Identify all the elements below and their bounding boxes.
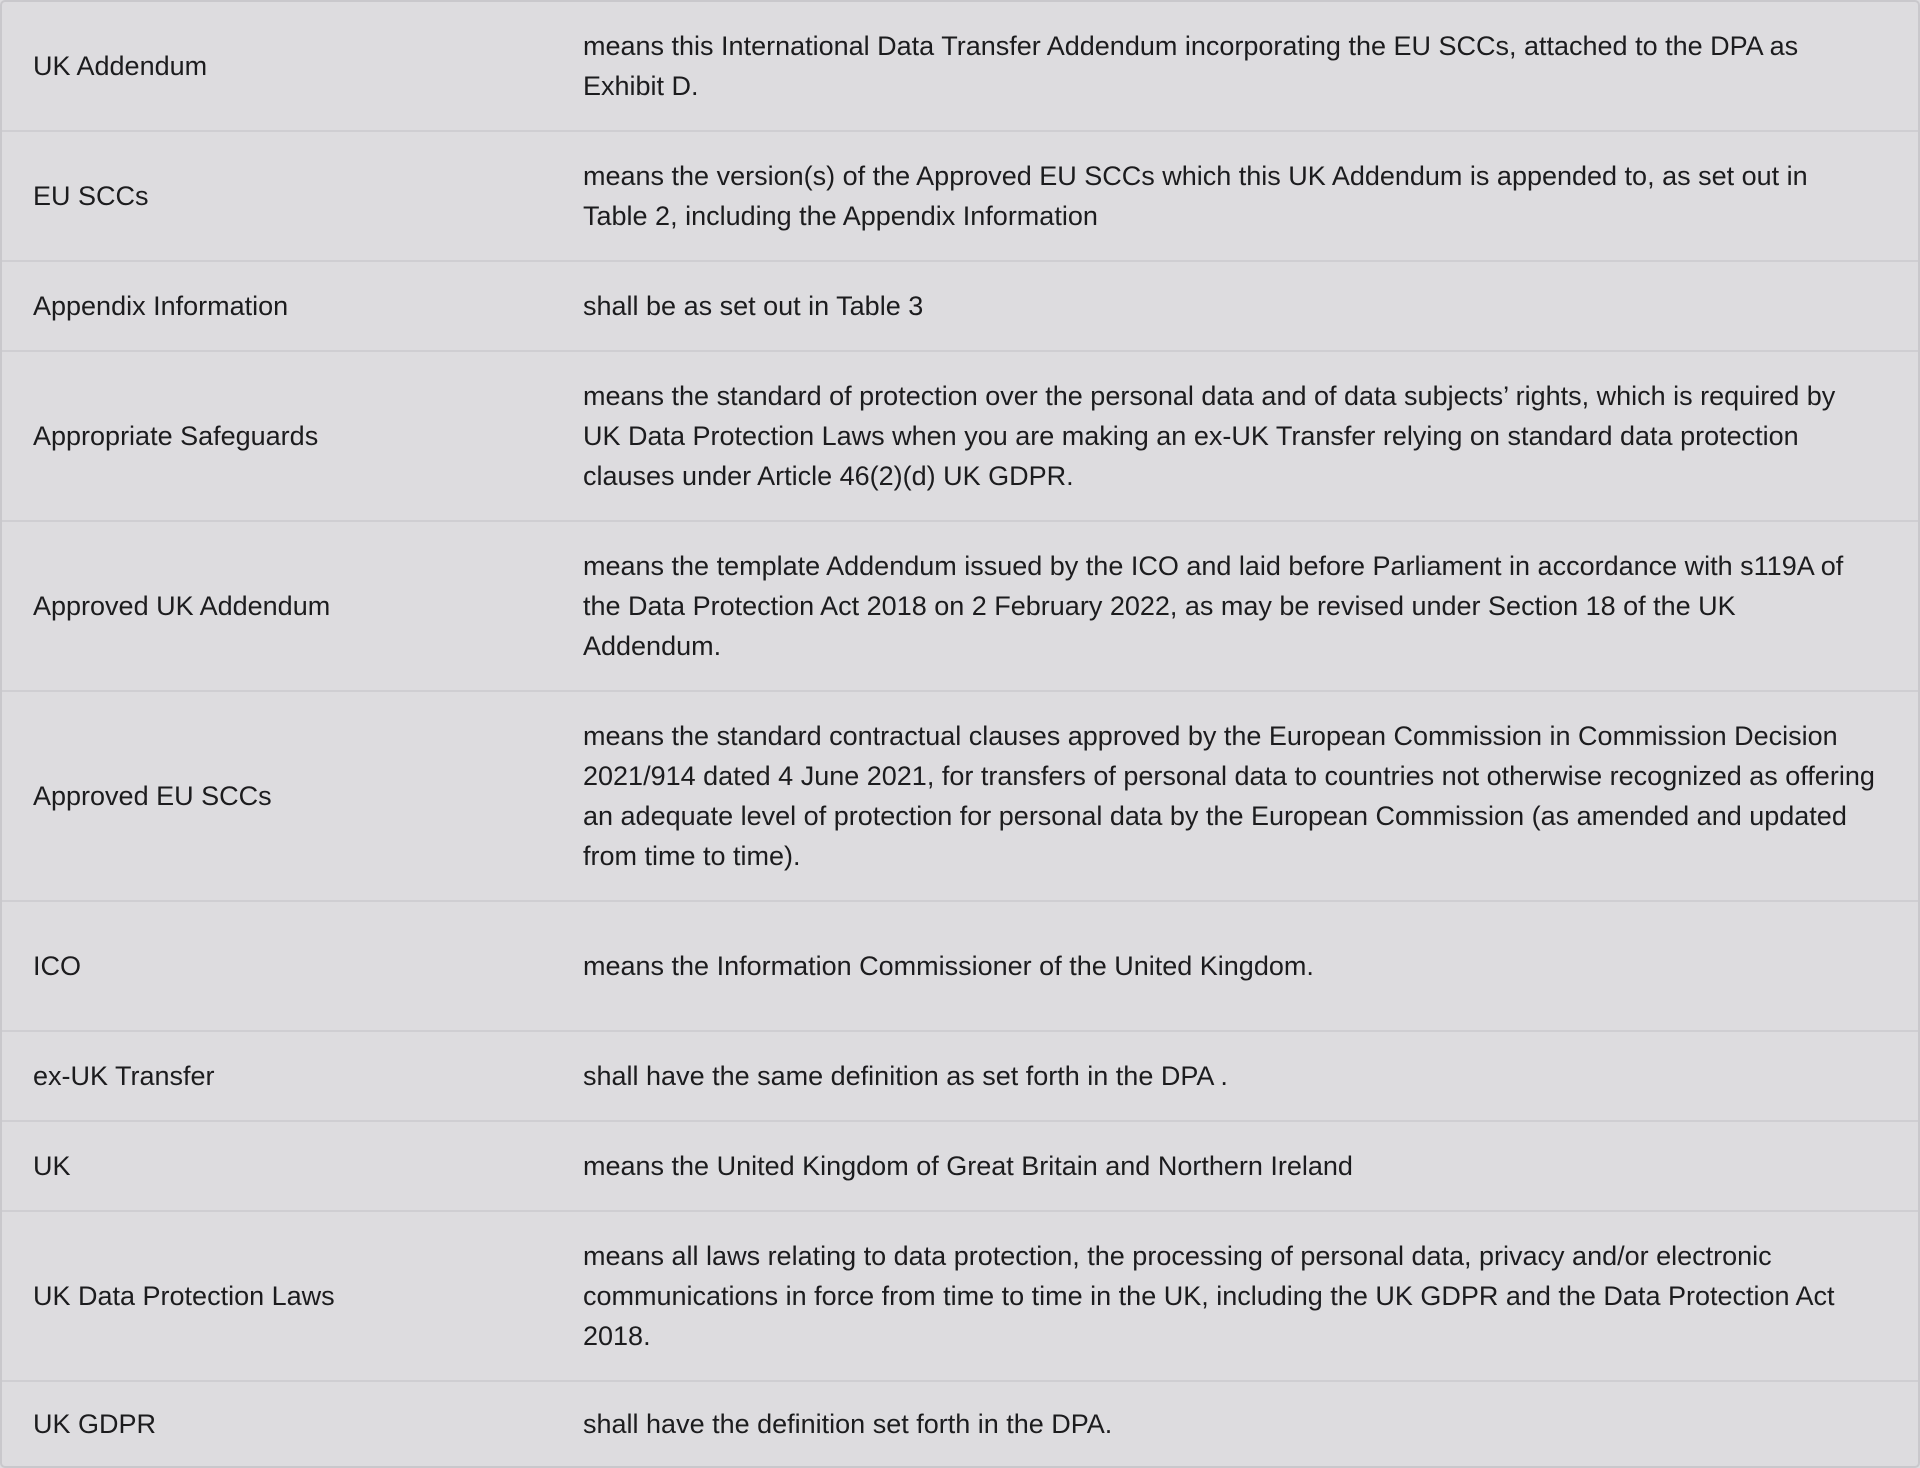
term-cell: UK Data Protection Laws	[33, 1281, 335, 1311]
table-row	[2, 522, 1918, 692]
table-row	[2, 2, 1918, 132]
table-row	[2, 902, 1918, 1032]
definition-cell: shall be as set out in Table 3	[583, 291, 924, 321]
term-cell: UK GDPR	[33, 1409, 157, 1439]
definition-cell: means this International Data Transfer Addendum incorporating the EU SCCs, attached to the DPA as Exhibit D.	[583, 31, 1799, 101]
table-row	[2, 262, 1918, 352]
definition-cell: means the United Kingdom of Great Britain and Northern Ireland	[583, 1151, 1353, 1181]
table-row	[2, 1382, 1918, 1466]
definition-cell: means the version(s) of the Approved EU SCCs which this UK Addendum is appended to, as set out in Table 2, including the Appendix Information	[583, 161, 1808, 231]
table-row	[2, 1212, 1918, 1382]
definition-cell: means the standard of protection over the personal data and of data subjects’ rights, which is required by UK Data Protection Laws when you are making an ex-UK Transfer relying on standard data protection clauses under Article 46(2)(d) UK GDPR.	[583, 381, 1836, 491]
term-cell: EU SCCs	[33, 181, 149, 211]
term-cell: ex-UK Transfer	[33, 1061, 215, 1091]
table-row	[2, 1122, 1918, 1212]
table-row	[2, 352, 1918, 522]
term-cell: Appropriate Safeguards	[33, 421, 319, 451]
table-row	[2, 692, 1918, 902]
term-cell: ICO	[33, 951, 82, 981]
term-cell: Appendix Information	[33, 291, 289, 321]
definition-cell: shall have the definition set forth in the DPA.	[583, 1409, 1113, 1439]
term-cell: Approved UK Addendum	[33, 591, 331, 621]
definition-cell: means the standard contractual clauses approved by the European Commission in Commission Decision 2021/914 dated 4 June 2021, for transfers of personal data to countries not otherwise recognized as offering an adequate level of protection for personal data by the European Commission (as amended and updated from time to time).	[583, 721, 1875, 871]
definition-cell: means the template Addendum issued by the ICO and laid before Parliament in accordance with s119A of the Data Protection Act 2018 on 2 February 2022, as may be revised under Section 18 of the UK Addendum.	[583, 551, 1844, 661]
table-row	[2, 1032, 1918, 1122]
definition-cell: means all laws relating to data protection, the processing of personal data, privacy and/or electronic communications in force from time to time in the UK, including the UK GDPR and the Data Protection Act 2018.	[583, 1241, 1835, 1351]
term-cell: Approved EU SCCs	[33, 781, 272, 811]
definition-cell: shall have the same definition as set forth in the DPA .	[583, 1061, 1228, 1091]
term-cell: UK Addendum	[33, 51, 208, 81]
definition-cell: means the Information Commissioner of the United Kingdom.	[583, 951, 1314, 981]
term-cell: UK	[33, 1151, 71, 1181]
table-row	[2, 132, 1918, 262]
